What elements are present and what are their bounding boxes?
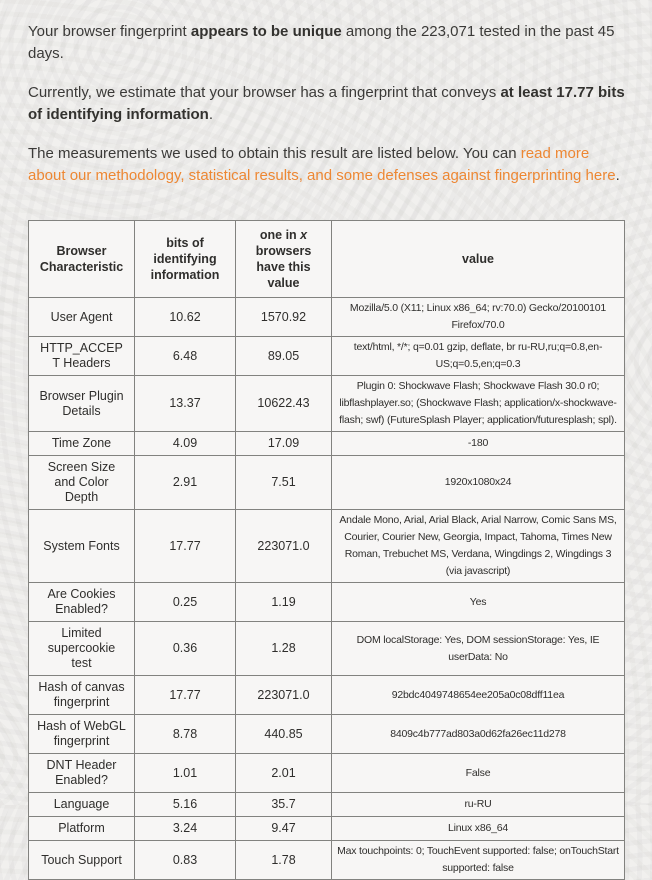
cell-one-in-x: 223071.0	[236, 676, 332, 715]
table-row	[29, 432, 625, 456]
cell-value: False	[332, 754, 625, 793]
cell-bits: 17.77	[135, 676, 236, 715]
results-summary	[28, 21, 625, 187]
cell-bits: 5.16	[135, 793, 236, 817]
cell-characteristic: Hash of WebGL fingerprint	[29, 715, 135, 754]
uniqueness-bold: appears to be unique	[190, 23, 342, 40]
table-header	[29, 221, 625, 298]
cell-bits: 10.62	[135, 298, 236, 337]
cell-value: Andale Mono, Arial, Arial Black, Arial Narrow, Comic Sans MS, Courier, Courier New, Georgia, Impact, Tahoma, Times New Roman, Trebuchet MS, Verdana, Wingdings 2, Wingdings 3 (via javascript)	[332, 510, 625, 583]
measurements-statement	[28, 143, 625, 187]
cell-one-in-x: 9.47	[236, 817, 332, 841]
table-row	[29, 337, 625, 376]
cell-value: ru-RU	[332, 793, 625, 817]
cell-one-in-x: 2.01	[236, 754, 332, 793]
cell-value: text/html, */*; q=0.01 gzip, deflate, br ru-RU,ru;q=0.8,en-US;q=0.5,en;q=0.3	[332, 337, 625, 376]
header-row	[29, 221, 625, 298]
table-row	[29, 456, 625, 510]
fingerprint-table-body	[29, 298, 625, 880]
uniqueness-statement	[28, 21, 625, 65]
cell-characteristic: Hash of canvas fingerprint	[29, 676, 135, 715]
bits-statement	[28, 82, 625, 126]
header-one-in-x-variable: x	[300, 228, 308, 242]
cell-characteristic: Touch Support	[29, 841, 135, 880]
table-row	[29, 754, 625, 793]
cell-characteristic: Browser Plugin Details	[29, 376, 135, 432]
cell-bits: 4.09	[135, 432, 236, 456]
cell-characteristic: Limited supercookie test	[29, 622, 135, 676]
header-one-in-x-after: browsers have this value	[255, 244, 312, 290]
cell-value: 1920x1080x24	[332, 456, 625, 510]
header-value: value	[332, 221, 625, 298]
cell-value: Yes	[332, 583, 625, 622]
methodology-link[interactable]: read more about our methodology, statistical results, and some defenses against fingerprinting here	[28, 145, 616, 184]
cell-bits: 17.77	[135, 510, 236, 583]
table-row	[29, 676, 625, 715]
cell-one-in-x: 1570.92	[236, 298, 332, 337]
cell-one-in-x: 1.19	[236, 583, 332, 622]
cell-characteristic: Are Cookies Enabled?	[29, 583, 135, 622]
cell-value: Plugin 0: Shockwave Flash; Shockwave Flash 30.0 r0; libflashplayer.so; (Shockwave Flash; application/x-shockwave-flash; swf) (FutureSplash Player; application/futuresplash; spl).	[332, 376, 625, 432]
header-bits-of-identifying-information: bits of identifying information	[135, 221, 236, 298]
cell-value: Max touchpoints: 0; TouchEvent supported: false; onTouchStart supported: false	[332, 841, 625, 880]
cell-one-in-x: 1.78	[236, 841, 332, 880]
cell-value: Linux x86_64	[332, 817, 625, 841]
measurements-text-before: The measurements we used to obtain this result are listed below. You can	[28, 145, 521, 162]
cell-characteristic: Time Zone	[29, 432, 135, 456]
cell-value: -180	[332, 432, 625, 456]
table-row	[29, 298, 625, 337]
bits-text-before: Currently, we estimate that your browser has a fingerprint that conveys	[28, 84, 501, 101]
table-row	[29, 817, 625, 841]
header-one-in-x	[236, 221, 332, 298]
header-one-in-x-before: one in	[259, 228, 301, 242]
cell-value: 8409c4b777ad803a0d62fa26ec11d278	[332, 715, 625, 754]
cell-one-in-x: 17.09	[236, 432, 332, 456]
cell-bits: 6.48	[135, 337, 236, 376]
cell-bits: 2.91	[135, 456, 236, 510]
table-row	[29, 715, 625, 754]
cell-characteristic: Language	[29, 793, 135, 817]
cell-characteristic: User Agent	[29, 298, 135, 337]
table-row	[29, 510, 625, 583]
cell-value: 92bdc4049748654ee205a0c08dff11ea	[332, 676, 625, 715]
table-row	[29, 583, 625, 622]
cell-one-in-x: 35.7	[236, 793, 332, 817]
cell-characteristic: DNT Header Enabled?	[29, 754, 135, 793]
uniqueness-text-after: among the 223,071 tested in the past 45 days.	[28, 23, 615, 62]
cell-bits: 1.01	[135, 754, 236, 793]
cell-one-in-x: 223071.0	[236, 510, 332, 583]
cell-bits: 0.36	[135, 622, 236, 676]
header-browser-characteristic: Browser Characteristic	[29, 221, 135, 298]
bits-bold: at least 17.77 bits of identifying information	[28, 84, 625, 123]
measurements-text-after: .	[615, 167, 620, 184]
cell-characteristic: System Fonts	[29, 510, 135, 583]
table-row	[29, 622, 625, 676]
cell-one-in-x: 440.85	[236, 715, 332, 754]
uniqueness-text-before: Your browser fingerprint	[28, 23, 191, 40]
cell-one-in-x: 89.05	[236, 337, 332, 376]
fingerprint-results-table	[28, 220, 625, 880]
cell-bits: 3.24	[135, 817, 236, 841]
cell-one-in-x: 1.28	[236, 622, 332, 676]
cell-bits: 8.78	[135, 715, 236, 754]
cell-bits: 13.37	[135, 376, 236, 432]
cell-characteristic: Screen Size and Color Depth	[29, 456, 135, 510]
cell-bits: 0.25	[135, 583, 236, 622]
table-row	[29, 841, 625, 880]
cell-one-in-x: 7.51	[236, 456, 332, 510]
cell-value: DOM localStorage: Yes, DOM sessionStorage: Yes, IE userData: No	[332, 622, 625, 676]
cell-characteristic: Platform	[29, 817, 135, 841]
cell-value: Mozilla/5.0 (X11; Linux x86_64; rv:70.0) Gecko/20100101 Firefox/70.0	[332, 298, 625, 337]
cell-bits: 0.83	[135, 841, 236, 880]
table-row	[29, 376, 625, 432]
cell-one-in-x: 10622.43	[236, 376, 332, 432]
cell-characteristic: HTTP_ACCEPT Headers	[29, 337, 135, 376]
bits-text-after: .	[208, 106, 213, 123]
